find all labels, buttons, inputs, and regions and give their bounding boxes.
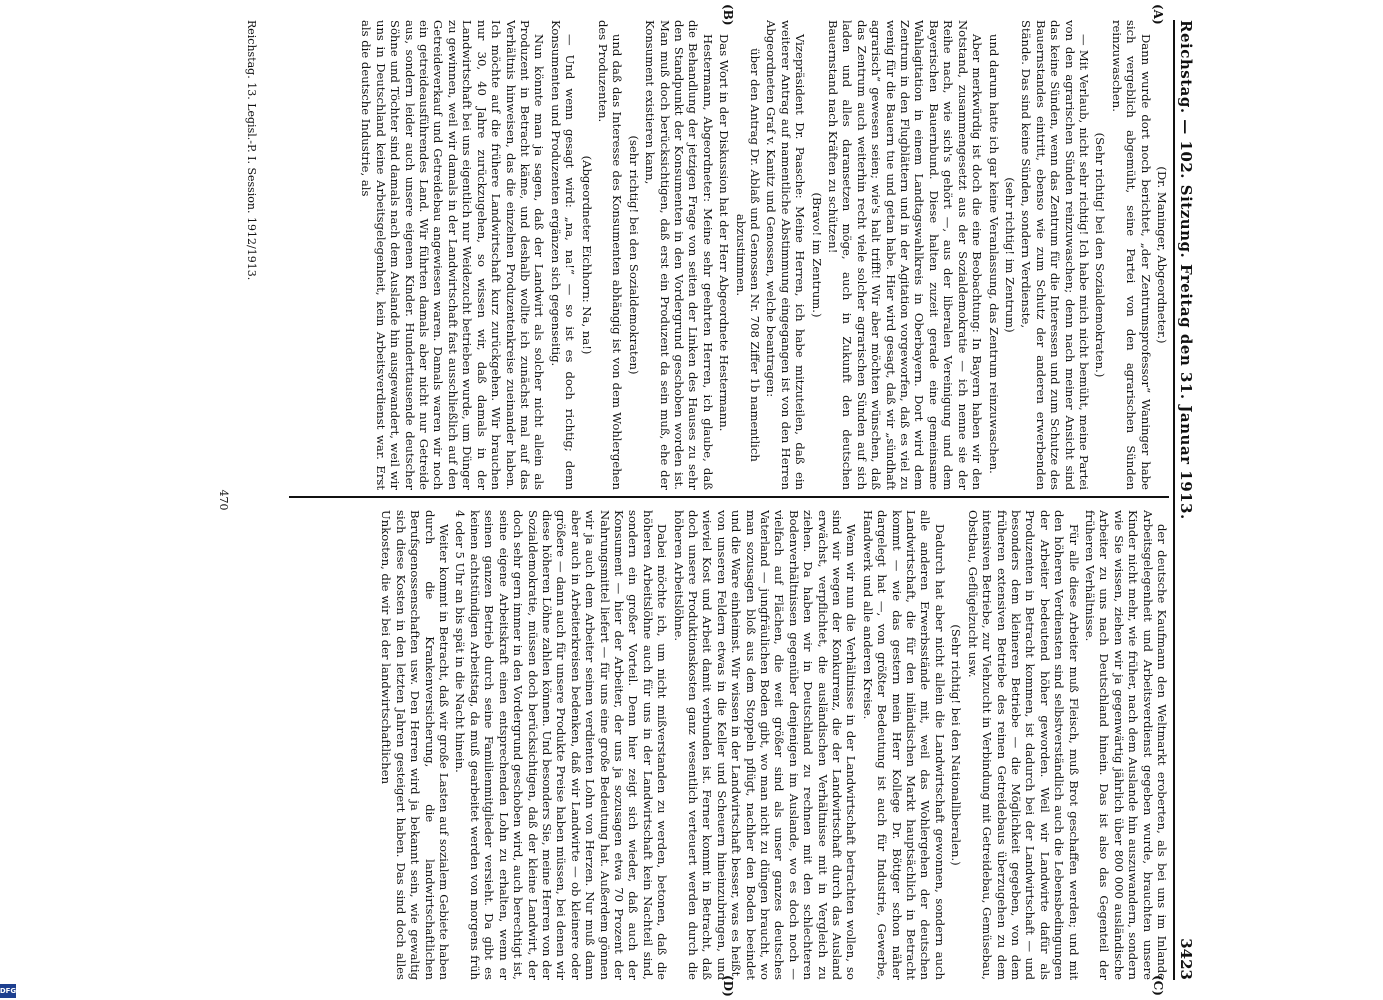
left-paragraph: — Und wenn gesagt wird: „na, na!“ — so ist es doch richtig; denn Konsumenten und Produzenten ergänzen sich gegenseitig. [548,20,578,490]
right-paragraph: Für alle diese Arbeiter muß Fleisch, muß Brot geschaffen werden; und mit den höheren Verdiensten sind selbstverständlich auch die Lebensbedingungen der Arbeiter bedeutend höher geworden. Weil wir Landwirte dafür als Produzenten in Betracht kommen, ist dadurch bei der Landwirtschaft — und besonders dem kleineren Betriebe — die Möglichkeit gegeben, von dem früheren extensiven Betriebe des reinen Getreidebaus überzugehen zu dem intensiven Betriebe, zur Viehzucht in Verbindung mit Getreidebau, Gemüsebau, Obstbau, Geflügelzucht usw. [965,510,1081,980]
digitization-credit [0,560,16,1000]
rotated-page-content [205,0,1205,1000]
left-paragraph: (Dr. Maninger, Abgeordneter.) [1155,166,1169,344]
margin-mark-a: (A) [1151,4,1165,25]
left-paragraph: Vizepräsident Dr. Paasche: Meine Herren, ich habe mitzuteilen, daß ein weiterer Antrag auf namentliche Abstimmung eingegangen ist von den Herren Abgeordneten Graf v. Kanitz und Genossen, welche beantragen: [764,20,808,490]
right-paragraph: Weiter kommt in Betracht, daß wir große Lasten auf sozialem Gebiete haben durch die Krankenversicherung, die landwirtschaftlichen Berufsgenossenschaften usw. Den Herren wird ja bekannt sein, wie gewaltig sich diese Kosten in den letzten Jahren gesteigert haben. Das sind doch alles Unkosten, die wir bei der landwirtschaftlichen [379,510,452,980]
right-paragraph: Wenn wir nun die Verhältnisse in der Landwirtschaft betrachten wollen, so sind wir wegen der Konkurrenz, die der Landwirtschaft durch das Ausland erwächst, verpflichtet, die ausländischen Verhältnisse mit in Vergleich zu ziehen. Da haben wir in Deutschland zu rechnen mit den schlechteren Bodenverhältnissen gegenüber denjenigen im Auslande, wo es doch noch — vielfach auf Flächen, die weit größer sind als unser ganzes deutsches Vaterland — jungfräulichen Boden gibt, wo man nicht zu düngen braucht, wo man sozusagen bloß aus dem Stoppeln pflügt, nachher den Boden beeindet und die Ware einheimst. Wir wissen in der Landwirtschaft besser, was es heißt, von unseren Feldern etwas in die Keller und Scheuern hineinzubringen, und wieviel Kost und Arbeit damit verbunden ist. Ferner kommt in Betracht, daß doch unsere Produktionskosten ganz wesentlich verteuert werden durch die höheren Arbeitslöhne. [671,510,859,980]
left-paragraph: Hestermann, Abgeordneter: Meine sehr geehrten Herren, ich glaube, daß die Behandlung der jetzigen Frage von seiten der Linken des Hauses zu sehr den Standpunkt der Konsumenten in den Vordergrund geschoben worden ist. Man muß doch berücksichtigen, daß erst ein Produzent da sein muß, ehe der Konsument existieren kann, [643,20,715,490]
left-paragraph: und darum hatte ich gar keine Veranlassung, das Zentrum reinzuwaschen. [986,34,1001,474]
right-paragraph: (Sehr richtig! bei den Nationalliberalen.) [949,624,964,866]
header-page-number: 3423 [1177,938,1195,980]
document-page [205,0,1205,1000]
left-paragraph: Aber merkwürdig ist doch die eine Beobachtung: In Bayern haben wir den Notstand, zusammengesetzt aus der Sozialdemokratie — ich nenne sie der Reihe nach, wie sich's gehört —, aus der liberalen Vereinigung und dem Bayerischen Bauernbund. Diese halten zuzeit gerade eine gemeinsame Wahlagitation in einem Landtagswahlkreis in Oberbayern. Dort wird dem Zentrum in den Flugblättern und in der Agitation vorgeworfen, daß es viel zu wenig für die Bauern tue und getan habe. Hier wird gesagt, daß wir „sündhaft agrarisch“ gewesen seien; wie's halt trifft! Wir aber möchten wünschen, daß das Zentrum auch weiterhin recht viele solcher agrarischen Sünden auf sich laden und alles daransetzen möge, auch in Zukunft den deutschen Bauernstand nach Kräften zu schützen! [826,20,985,490]
left-paragraph: und daß das Interesse des Konsumenten abhängig ist von dem Wohlergehen des Produzenten. [595,20,625,490]
column-divider [289,496,1169,498]
left-paragraph: (Bravo! im Zentrum.) [809,192,824,318]
footer-page-number: 470 [217,489,230,511]
header-title: Reichstag. — 102. Sitzung. Freitag den 31. Januar 1913. [1177,20,1195,520]
footer-session-info: Reichstag. 13. Legisl.-P. I. Session. 1912/1913. [245,20,258,281]
left-column [269,20,1169,490]
left-paragraph: (sehr richtig! im Zentrum) [1002,177,1017,333]
left-paragraph: (Abgeordneter Eichhorn: Na, na!) [579,155,594,355]
left-paragraph: (Sehr richtig! bei den Sozialdemokraten.) [1093,132,1108,378]
dfg-logo: DFG [0,984,16,998]
left-paragraph: (sehr richtig! bei den Sozialdemokraten) [626,135,641,375]
margin-mark-d: (D) [721,975,735,997]
right-paragraph: Dadurch hat aber nicht allein die Landwirtschaft gewonnen, sondern auch alle anderen Erwerbsstände mit, weil das Wohlergehen der deutschen Landwirtschaft, die für den inländischen Markt hauptsächlich in Betracht kommt — wie das gestern mein Herr Kollege Dr. Böttger schon näher dargelegt hat —, von größter Bedeutung ist auch für Industrie, Gewerbe, Handwerk und alle anderen Kreise. [860,510,947,980]
margin-mark-c: (C) [1151,975,1165,996]
left-paragraph: Nun könnte man ja sagen, daß der Landwirt als solcher nicht allein als Produzent in Betracht käme, und deshalb wollte ich zunächst mal auf das Verhältnis hinweisen, das die einzelnen Produzentenkreise zueinander haben. Ich möchte auf die frühere Landwirtschaft kurz zurückgehen. Wir brauchen nur 30, 40 Jahre zurückzugehen, so wissen wir, daß damals in der Landwirtschaft bei uns eigentlich nur Weidezucht betrieben wurde, um Dünger zu gewinnen, weil wir damals in der Landwirtschaft fast ausschließlich auf den Getreideverkauf und Getreidebau angewiesen waren. Damals waren wir noch ein getreideausführendes Land. Wir führten damals aber nicht nur Getreide aus, sondern leider auch unsere eigenen Kinder. Hunderttausende deutscher Söhne und Töchter sind damals nach dem Auslande hin ausgewandert, weil wir uns in Deutschland keine Arbeitsgelegenheit, kein Arbeitsverdienst war. Erst als die deutsche Industrie, als [359,20,547,490]
page-header [1173,20,1197,980]
left-paragraph: Das Wort in der Diskussion hat der Herr Abgeordnete Hestermann. [717,34,732,432]
left-paragraph: über den Antrag Dr. Ablaß und Genossen Nr. 708 Ziffer 1b namentlich abzustimmen. [733,48,763,462]
left-paragraph: Dann wurde dort noch berichtet, „der Zentrumsprofessor“ Waninger habe sich vergeblich abgemüht, seine Partei von den agrarischen Sünden reinzuwaschen. [1109,20,1153,490]
right-paragraph: Dabei möchte ich, um nicht mißverstanden zu werden, betonen, daß die höheren Arbeitslöhne auch für uns in der Landwirtschaft kein Nachteil sind, sondern ein großer Vorteil. Denn hier zeigt sich wieder, daß auch der Konsument — hier der Arbeiter, der uns ja sozusagen etwa 70 Prozent der Nahrungsmittel liefert — für uns eine große Bedeutung hat. Außerdem gönnen wir ja auch dem Arbeiter seinen verdienten Lohn von Herzen. Nur muß dann aber auch in Arbeiterkreisen bedenken, daß wir Landwirte — ob kleinere oder größere — dann auch für unsere Produkte Preise haben müssen, bei denen wir diese höheren Löhne zahlen können. Und besonders Sie, meine Herren von der Sozialdemokratie, müssen doch berücksichtigen, daß der kleine Landwirt, der doch sehr gern immer in den Vordergrund geschoben wird, auch berechtigt ist, seine eigene Arbeitskraft einen entsprechenden Lohn zu erhalten, wenn er seinen ganzen Betrieb durch seine Familienmitglieder versieht. Da gibt es keinen achtstündigen Arbeitstag, da muß gearbeitet werden von morgens früh 4 oder 5 Uhr an bis spät in die Nacht hinein. [453,510,670,980]
right-paragraph: der deutsche Kaufmann den Weltmarkt eroberten, als bei uns im Inlande Arbeitsgelegenheit und Arbeitsverdienst gegeben wurde, brauchten unsere Kinder nicht mehr, wie früher, nach dem Auslande hin auszuwandern, sondern wie Sie wissen, ziehen wir ja gegenwärtig jährlich über 800 000 ausländische Arbeiter zu uns nach Deutschland hinein. Das ist also das Gegenteil der früheren Verhältnisse. [1082,510,1169,980]
left-paragraph: — Mit Verlaub, nicht sehr richtig! Ich habe mich nicht bemüht, meine Partei von den agrarischen Sünden reinzuwaschen; denn nach meiner Ansicht sind das keine Sünden, wenn das Zentrum für die Interessen und zum Schutze des Bauernstandes eintritt, ebenso wie zum Schutz der anderen erwerbenden Stände. Das sind keine Sünden, sondern Verdienste, [1019,20,1091,490]
margin-mark-b: (B) [721,4,735,26]
right-column [269,510,1169,980]
